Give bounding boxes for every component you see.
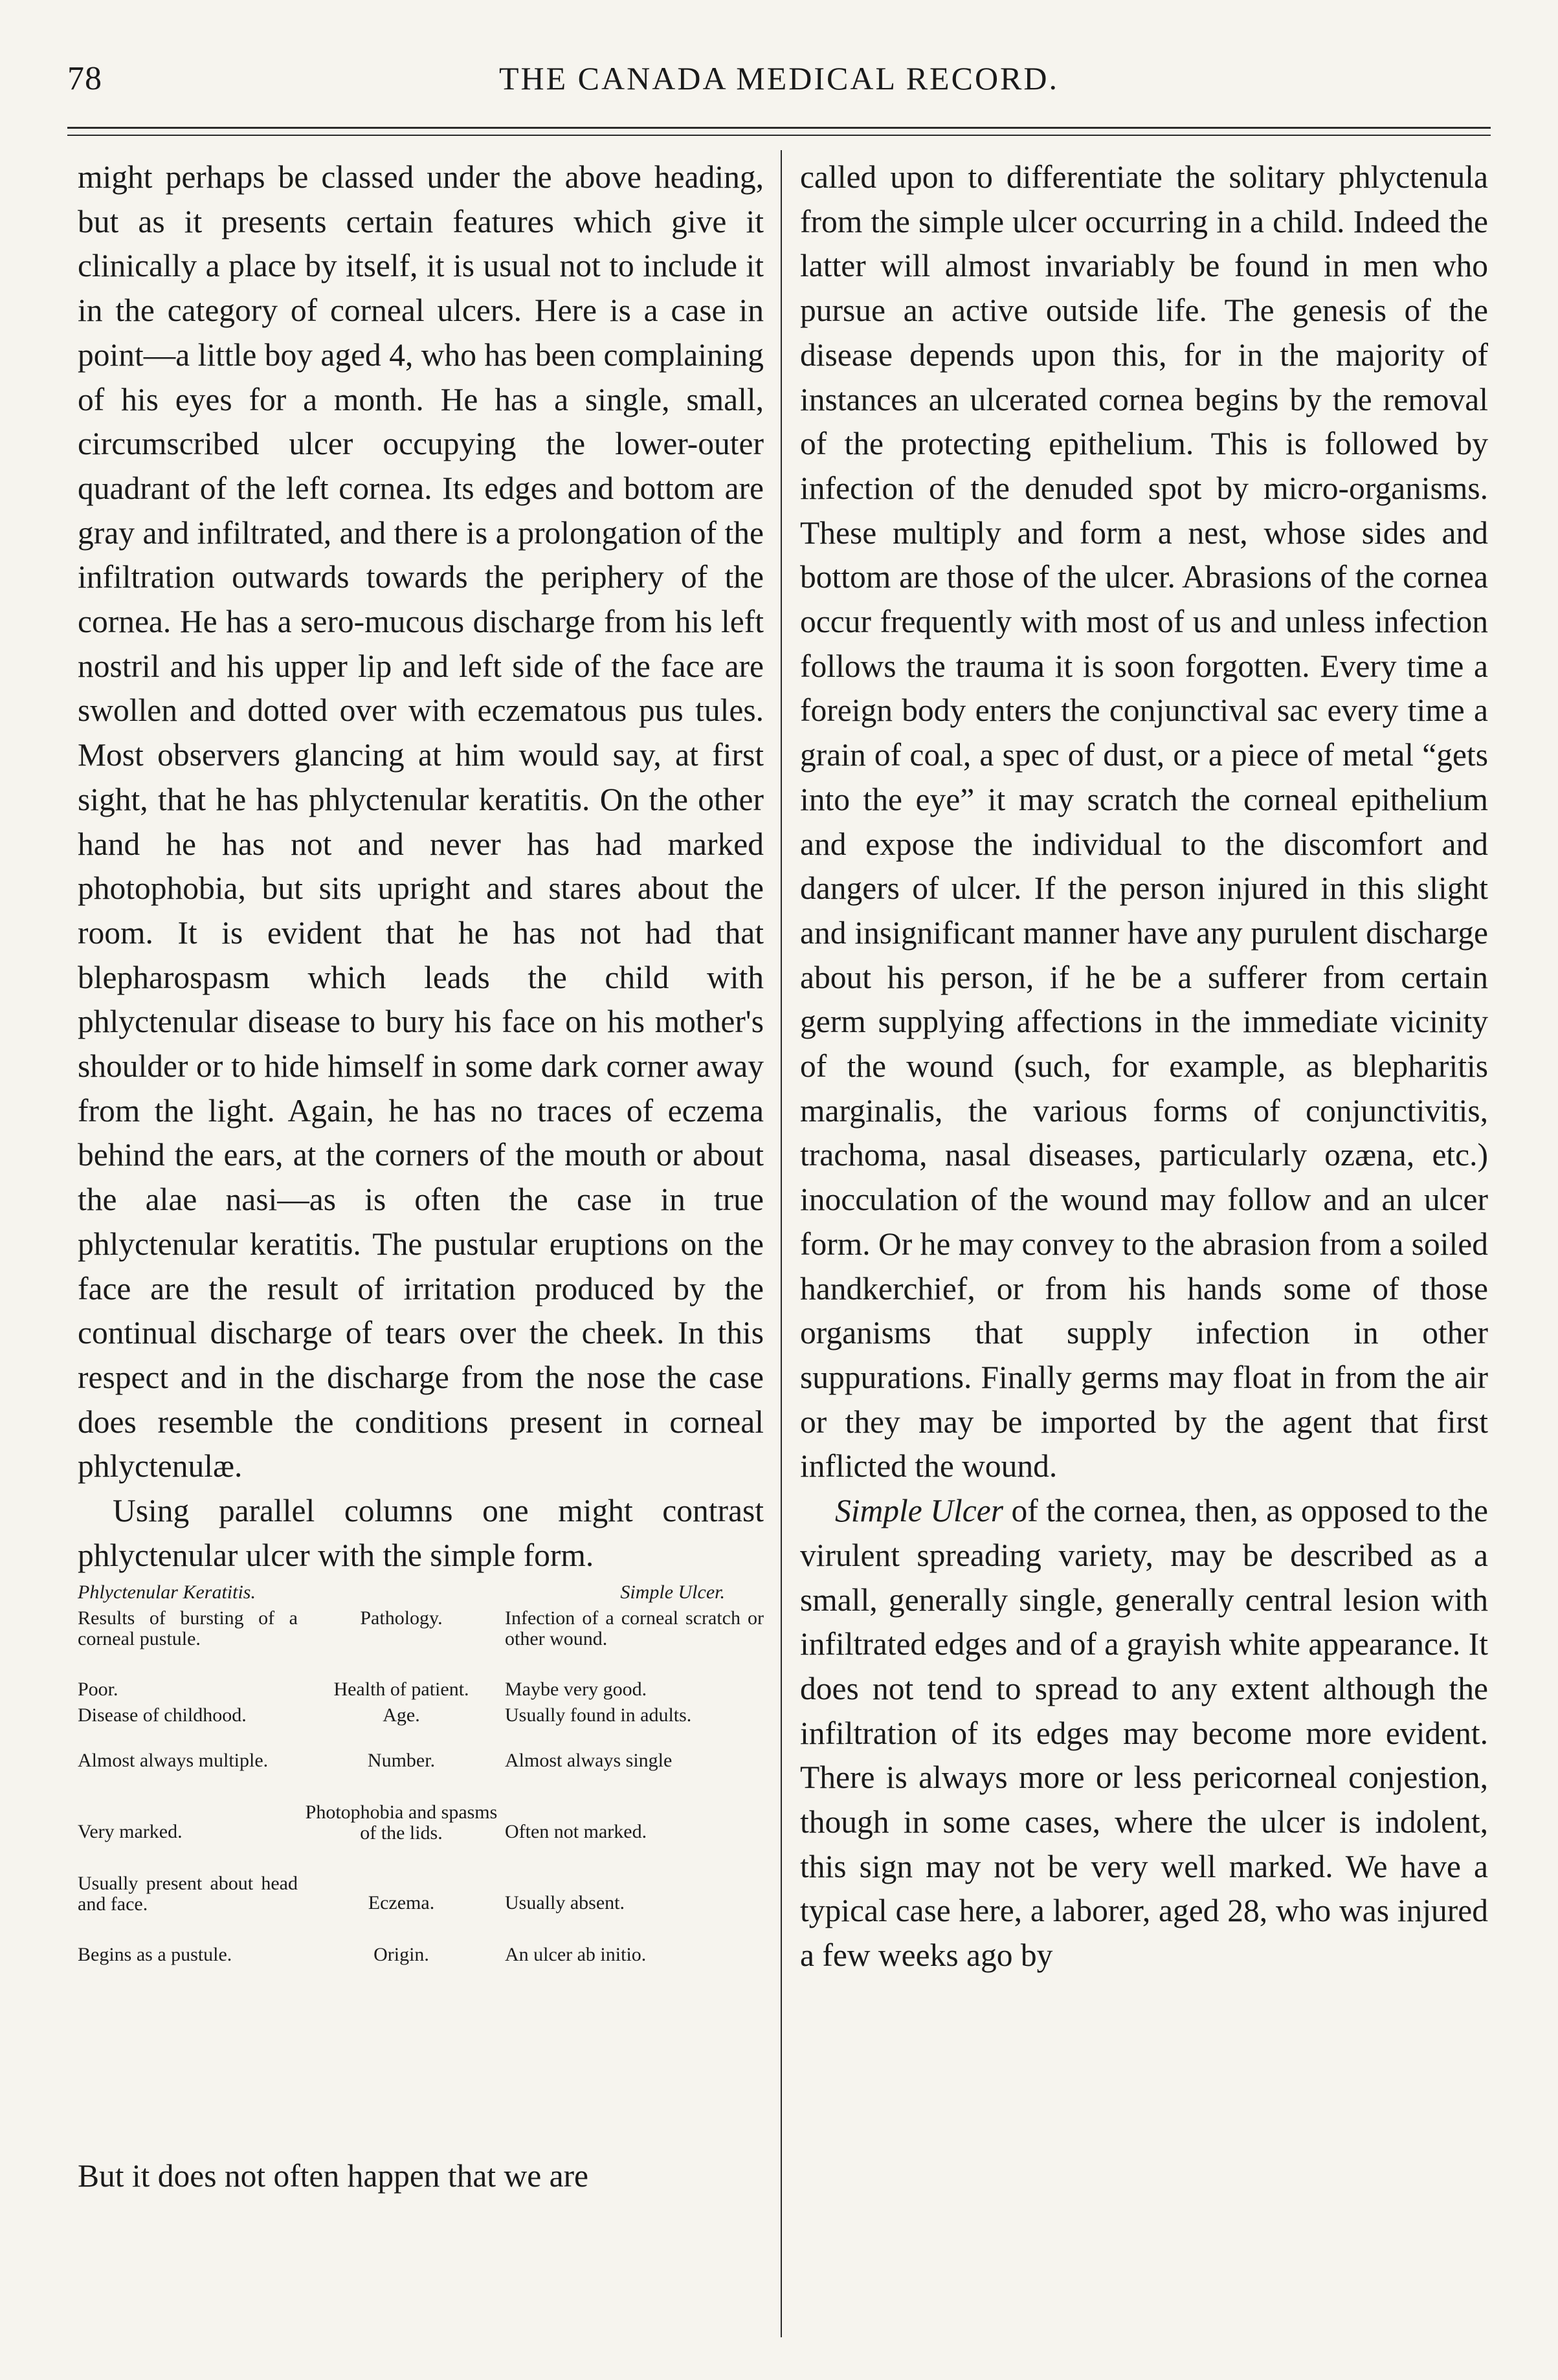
comparison-right-cell: Usually absent. xyxy=(505,1891,625,1913)
comparison-left-cell: Almost always multiple. xyxy=(78,1749,269,1771)
page-header xyxy=(67,60,1491,111)
comparison-middle-cell: Age. xyxy=(383,1704,420,1726)
left-paragraph-1: might perhaps be classed under the above heading, but as it presents certain features which give it clinically a place by itself, it is usual not to include it in the category of corneal ulcers. Here is a case in point—a little boy aged 4, who has been complaining of his eyes for a month. He has a single, small, circumscribed ulcer occupying the lower-outer quadrant of the left cornea. Its edges and bottom are gray and infiltrated, and there is a prolongation of the infiltration outwards towards the periphery of the cornea. He has a sero-mucous discharge from his left nostril and his upper lip and left side of the face are swollen and dotted over with eczematous pus tules. Most observers glancing at him would say, at first sight, that he has phlyctenular keratitis. On the other hand he has not and never has had marked photophobia, but sits upright and stares about the room. It is evident that he has not had that blepharospasm which leads the child with phlyctenular disease to bury his face on his mother's shoulder or to hide himself in some dark corner away from the light. Again, he has no traces of eczema behind the ears, at the corners of the mouth or about the alae nasi—as is often the case in true phlyctenular keratitis. The pustular eruptions on the face are the result of irritation produced by the continual discharge of tears over the cheek. In this respect and in the discharge from the nose the case does resemble the conditions present in corneal phlyctenulæ. xyxy=(78,159,764,1484)
comparison-left-cell: Usually present about head and face. xyxy=(78,1872,298,1915)
journal-title: THE CANADA MEDICAL RECORD. xyxy=(498,60,1060,96)
comparison-middle-cell: Photophobia and spasms of the lids. xyxy=(305,1801,498,1844)
page-number: 78 xyxy=(67,60,102,97)
header-rule-secondary xyxy=(67,135,1491,136)
comparison-middle-cell: Number. xyxy=(367,1749,436,1771)
comparison-right-cell: Often not marked. xyxy=(505,1820,647,1842)
comparison-left-cell: Poor. xyxy=(78,1678,118,1700)
comparison-middle-cell: Origin. xyxy=(373,1943,429,1965)
header-rule xyxy=(67,127,1491,129)
right-column xyxy=(800,155,1488,1978)
left-closing-line: But it does not often happen that we are xyxy=(78,2157,589,2194)
comparison-right-cell: Almost always single xyxy=(505,1749,673,1771)
comparison-left-cell: Disease of childhood. xyxy=(78,1704,247,1726)
comparison-right-cell xyxy=(505,1945,764,1965)
comparison-left-cell: Very marked. xyxy=(78,1820,183,1842)
comparison-left-cell: Begins as a pustule. xyxy=(78,1943,232,1965)
comparison-right-heading: Simple Ulcer. xyxy=(620,1581,725,1603)
left-paragraph-2: Using parallel columns one might contrast phlyctenular ulcer with the simple form. xyxy=(78,1493,764,1573)
left-column xyxy=(78,155,764,2198)
comparison-right-cell: Infection of a corneal scratch or other wound. xyxy=(505,1607,764,1649)
right-paragraph-1: called upon to differentiate the solitary phlyctenula from the simple ulcer occurring in a child. Indeed the latter will almost invariably be found in men who pursue an active outside life. The genesis of the disease depends upon this, for in the majority of instances an ulcerated cornea begins by the removal of the protecting epithelium. This is followed by infection of the denuded spot by micro-organisms. These multiply and form a nest, whose sides and bottom are those of the ulcer. Abrasions of the cornea occur frequently with most of us and unless infection follows the trauma it is soon forgotten. Every time a foreign body enters the conjunctival sac every time a grain of coal, a spec of dust, or a piece of metal “gets into the eye” it may scratch the corneal epithelium and expose the individual to the discomfort and dangers of ulcer. If the person injured in this slight and insignificant manner have any purulent discharge about his person, if he be a sufferer from certain germ supplying affections in the immediate vicinity of the wound (such, for example, as blepharitis marginalis, the various forms of conjunctivitis, trachoma, nasal diseases, particularly ozæna, etc.) inocculation of the wound may follow and an ulcer form. Or he may convey to the abrasion from a soiled handkerchief, or from his hands some of those organisms that supply infection in other suppurations. Finally germs may float in from the air or they may be imported by the agent that first inflicted the wound. xyxy=(800,159,1488,1484)
comparison-left-cell: Results of bursting of a corneal pustule. xyxy=(78,1607,298,1649)
comparison-right-cell: Usually found in adults. xyxy=(505,1704,692,1726)
comparison-middle-cell: Pathology. xyxy=(360,1607,443,1629)
comparison-table xyxy=(78,1582,764,2145)
comparison-middle-cell: Health of patient. xyxy=(333,1678,469,1700)
comparison-middle-cell: Eczema. xyxy=(368,1891,435,1913)
right-paragraph-2-text: of the cornea, then, as opposed to the virulent spreading variety, may be described as a small, generally single, generally central lesion with infiltrated edges and of a grayish white appearance. It does not tend to spread to any extent although the infiltration of its edges may become more evident. There is always more or less pericorneal conjestion, though in some cases, where the ulcer is indolent, this sign may not be very well marked. We have a typical case here, a laborer, aged 28, who was injured a few weeks ago by xyxy=(800,1493,1488,1974)
comparison-right-cell: Maybe very good. xyxy=(505,1678,647,1700)
column-divider xyxy=(781,150,782,2337)
comparison-left-heading: Phlyctenular Keratitis. xyxy=(78,1581,256,1603)
comparison-right-cell-text: An ulcer ab initio. xyxy=(505,1943,647,1965)
right-paragraph-2 xyxy=(800,1489,1488,1978)
simple-ulcer-term: Simple Ulcer xyxy=(835,1493,1003,1529)
